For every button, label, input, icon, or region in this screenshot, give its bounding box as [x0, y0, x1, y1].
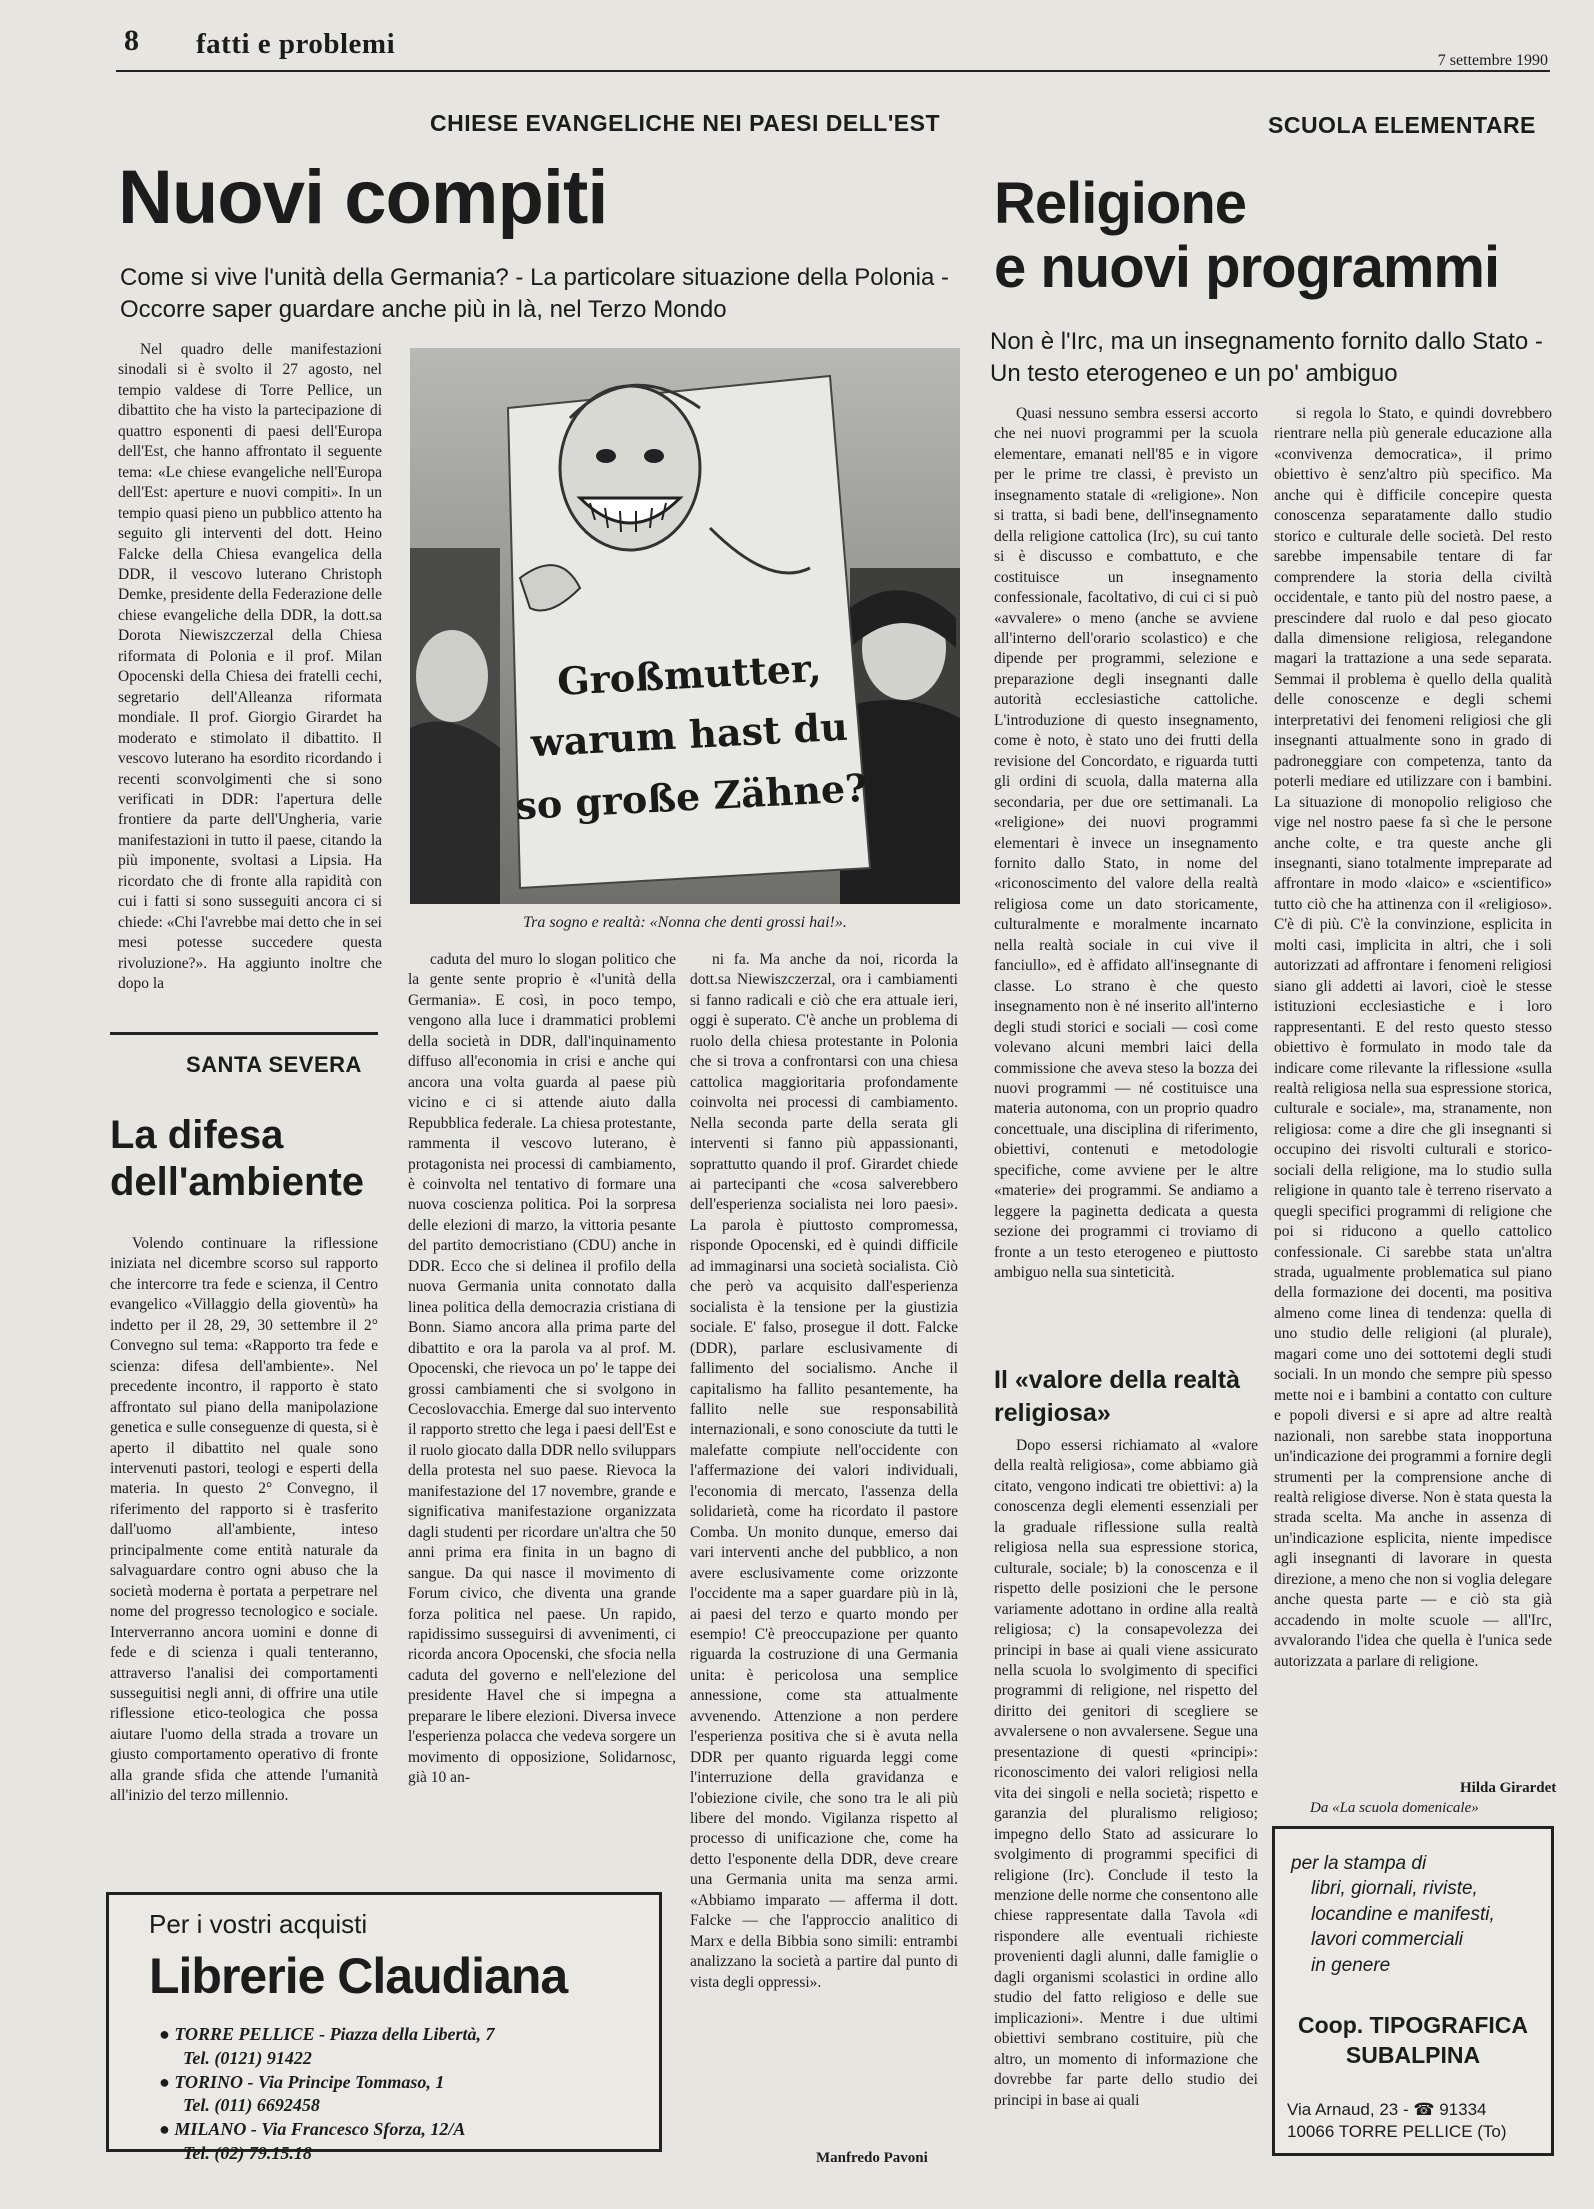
right-column-2 — [1274, 404, 1552, 1768]
left-headline: Nuovi compiti — [118, 155, 608, 240]
tipografica-services — [1291, 1851, 1541, 1978]
tipografica-street: Via Arnaud, 23 - ☎ 91334 — [1287, 2100, 1487, 2119]
santa-body-text: Volendo continuare la riflessione iniziata nel dicembre scorso sul rapporto che intercorre tra fede e scienza, il Centro evangelico «Villaggio della gioventù» ha indetto per il 28, 29, 30 settembre il 2° Convegno sul tema: «Rapporto tra fede e scienza: difesa dell'ambiente». Nel precedente incontro, il rapporto è stato affrontato sul piano della manipolazione genetica e sulle conseguenze di questa, si è aperto il dibattito nel quale sono intervenuti pastori, teologi e esperti della materia. In questo 2° Convegno, il riferimento del rapporto si è trasferito dall'uomo all'ambiente, inteso principalmente come entità naturale da salvaguardare contro ogni abuso che la società moderna è portata a perpetrare nel nome del progresso tecnologico e sociale. Interverranno ancora uomini e donne di fede e di scienza i quali tenteranno, attraverso l'analisi dei comportamenti susseguitisi negli anni, di offrire una utile riflessione etico-teologica che possa aiutare l'uomo della strada a trovare un giusto comportamento operativo di fronte alla grande sfida che attende l'umanità all'inizio del terzo millennio. — [110, 1235, 378, 1805]
left-kicker: CHIESE EVANGELICHE NEI PAESI DELL'EST — [430, 110, 941, 136]
claudiana-shops — [159, 2023, 639, 2166]
sign-text-line-1: Großmutter, — [556, 645, 823, 704]
right-signature: Hilda Girardet — [1460, 1780, 1557, 1796]
photo-caption: Tra sogno e realtà: «Nonna che denti grossi hai!». — [523, 914, 847, 931]
right-col1-text: Quasi nessuno sembra essersi accorto che nei nuovi programmi per la scuola elementare, emanati nell'85 e in vigore per le prime tre classi, è previsto un insegnamento statale di «religione». Non si tratta, si badi bene, dell'insegnamento della religione cattolica (Irc), su cui tanto si è discusso e combattuto, e che costituisce un insegnamento confessionale, facoltativo, di cui ci si può «avvalere» o meno (anche se avviene all'interno dell'orario scolastico) e che dipende per programmi, selezione e preparazione degli insegnanti dalle autorità ecclesiastiche cattoliche. L'introduzione di questo insegnamento, come è noto, è stato uno dei frutti della revisione del Concordato, e riguarda tutti gli ordini di scuola, dalla materna alla secondaria, per due ore settimanali. La «religione» dei nuovi programmi elementari è invece un insegnamento fornito dallo Stato, in nome del «riconoscimento del valore della realtà religiosa come un dato storicamente, culturalmente e moralmente incarnato nella realtà sociale in cui vive il fanciullo», ed è affidato all'insegnante di classe. Lo strano è che questo insegnamento non è né inserito all'interno degli studi storici e sociali — così come volevano alcuni membri laici della commissione che aveva steso la bozza dei nuovi programmi — né costituisce una materia autonoma, con un proprio quadro concettuale, una disciplina di riferimento, obiettivi, contenuti e metodologie specifiche, come avviene per le altre «materie» dei programmi. Se andiamo a leggere la paginetta dedicata a questa sezione dei programmi ci troviamo di fronte a un testo eterogeneo e piuttosto ambiguo nella sua sinteticità. — [994, 405, 1258, 1282]
santa-headline — [110, 1112, 390, 1206]
right-subheadline: Non è l'Irc, ma un insegnamento fornito dallo Stato - Un testo eterogeneo e un po' ambiguo — [990, 328, 1543, 387]
tipografica-name — [1275, 2011, 1551, 2071]
bullet-icon: ● — [159, 2071, 175, 2092]
left-col1-text: Nel quadro delle manifestazioni sinodali si è svolto il 27 agosto, nel tempio valdese di Torre Pellice, un dibattito che ha visto la partecipazione di quattro esponenti di paesi dell'Europa dell'Est, che hanno affrontato il seguente tema: «Le chiese evangeliche nell'Europa dell'Est: aperture e nuovi compiti». In un tempio quasi pieno un pubblico attento ha seguito gli interventi del dott. Heino Falcke della Chiesa evangelica della DDR, il vescovo luterano Christoph Demke, presidente della Federazione delle chiese evangeliche della DDR, la dott.sa Dorota Niewiszczerzal della Chiesa riformata di Polonia e il prof. Milan Opocenski della Chiesa dei fratelli cechi, segretario dell'Alleanza riformata mondiale. Il prof. Giorgio Girardet ha moderato e stimolato il dibattito. Il vescovo luterano ha esordito ricordando i recenti sconvolgimenti che si sono verificati in DDR: l'apertura delle frontiere da parte dell'Ungheria, varie manifestazioni in tutto il paese, citando la più imponente, svoltasi a Lipsia. Ha ricordato che di fronte alla rapidità con cui i fatti si sono susseguiti ancora ci si chiede: «Chi l'avrebbe mai detto che in sei mesi potesse succedere questa rivoluzione?». Ha aggiunto inoltre che dopo la — [118, 341, 382, 993]
tipografica-city: 10066 TORRE PELLICE (To) — [1287, 2122, 1507, 2142]
sign-text-line-3: so große Zähne? — [514, 764, 869, 829]
claudiana-intro: Per i vostri acquisti — [149, 1909, 368, 1939]
santa-headline-line-1: La difesa — [110, 1113, 284, 1157]
bullet-icon: ● — [159, 2024, 175, 2044]
tipografica-line-1: per la stampa di — [1291, 1853, 1427, 1874]
protest-photo — [410, 348, 960, 904]
right-kicker: SCUOLA ELEMENTARE — [1268, 112, 1536, 138]
claudiana-name: Librerie Claudiana — [149, 1948, 568, 2004]
section-title: fatti e problemi — [196, 28, 396, 60]
claudiana-shop-2: ● TORINO - Via Principe Tommaso, 1 Tel. (011) 6692458 — [159, 2071, 445, 2116]
tipografica-name-1: Coop. TIPOGRAFICA — [1298, 2012, 1528, 2038]
sign-text-line-2: warum hast du — [529, 703, 849, 766]
right-headline-line-1: Religione — [994, 171, 1247, 236]
right-source: Da «La scuola domenicale» — [1310, 1800, 1479, 1816]
santa-kicker: SANTA SEVERA — [186, 1052, 362, 1077]
left-col3-text: ni fa. Ma anche da noi, ricorda la dott.sa Niewiszczerzal, ora i cambiamenti si fanno radicali e ciò che era attuale ieri, oggi è superato. C'è anche un problema di ruolo della chiesa protestante in Polonia che si trova a confrontarsi con una chiesa cattolica maggioritaria profondamente coinvolta nei processi di cambiamento. Nella seconda parte della serata gli interventi si fanno più appassionanti, soprattutto quando il prof. Girardet chiede ai partecipanti che «cosa salverebbero dell'esperienza socialista nei loro paesi». La parola è piuttosto compromessa, risponde Opocenski, ed è quindi difficile ad immaginarsi una società socialista. Ciò che però va acquisito dall'esperienza socialista è la tensione per la giustizia sociale. E' falso, prosegue il dott. Falcke (DDR), parlare esclusivamente di fallimento del socialismo. Anche il capitalismo ha fallito pesantemente, ha fallito nelle sue responsabilità internazionali, e sono conosciute da tutti le malefatte compiute nell'occidente con l'affermazione dei valori individuali, l'economia di mercato, l'assenza della solidarietà, come ha ricordato il pastore Comba. Un monito dunque, emerso dai vari interventi anche del pubblico, a non avere esclusivamente come orizzonte l'occidente ma a saper guardare più in là, ai paesi del terzo e quarto mondo per esempio! C'è preoccupazione per quanto riguarda la costruzione di una Germania unita: è pericolosa una semplice annessione, come sta attualmente avvenendo. Attenzione a non perdere l'esperienza positiva che si è avuta nella DDR per quanto riguarda leggi come l'interruzione della gravidanza e l'obiezione civile, che sono tra le ali più libere del mondo. Vigilanza rispetto al processo di unificazione che, come ha detto l'esponente della DDR, deve creare una Germania unita ma senza armi. «Abbiamo imparato — afferma il dott. Falcke — che l'approccio analitico di Marx e della Bibbia sono simili: entrambi analizzano la società a partire dal punto di vista degli oppressi». — [690, 951, 958, 1991]
left-subheadline: Come si vive l'unità della Germania? - La particolare situazione della Polonia - Occorre saper guardare anche più in là, nel Terzo Mondo — [120, 264, 950, 323]
tipografica-name-2: SUBALPINA — [1345, 2041, 1481, 2068]
left-column-2 — [408, 950, 676, 2002]
right-headline-line-2: e nuovi programmi — [994, 234, 1500, 300]
right-col2-text: si regola lo Stato, e quindi dovrebbero rientrare nella più generale educazione alla «convivenza democratica», il primo obiettivo è senz'altro più specifico. Ma anche qui è difficile concepire questa conoscenza separatamente dallo studio storico e culturale delle società. Del resto sarebbe impensabile tentare di far comprendere la storia della civiltà occidentale, e tanto più del nostro paese, a prescindere dal ruolo e dal peso giocato dalla dimensione religiosa, relegandone magari la trattazione a una sede separata. Semmai il problema è quello della qualità delle conoscenze e degli schemi interpretativi dei fenomeni religiosi che gli insegnanti attualmente sono in grado di padroneggiare con competenza, tanto da poterli mediare ed utilizzare con i bambini. La situazione di monopolio religioso che vige nel nostro paese fa sì che le persone anche colte, e tra queste anche gli insegnanti, siano totalmente impreparate ad affrontare in modo «laico» e «scientifico» tutto ciò che ha attinenza con il «religioso». C'è di più. C'è la convinzione, esplicita in molti casi, implicita in altri, che i soli autorizzati ad affrontare i fenomeni religiosi siano gli addetti ai lavori, cioè le stesse istituzioni ecclesiastiche e i loro rappresentanti. E del resto questo stesso obiettivo è formulato in modo tale da indicare come rilevante la riflessione «sulla realtà religiosa nella sua espressione storica, culturale e sociale», ma, stranamente, non religiosa: come a dire che gli insegnanti si occupino dei risvolti culturali e storico-sociali della religione, ma lo studio sulla religione in quanto tale è terreno riservato a quegli specifici programmi di religione che poi si riducono a quello cattolico confessionale. Ci sarebbe stata un'altra strada, ugualmente problematica sul piano della formazione dei docenti, ma positiva almeno come linea di tendenza: quella di uno studio delle religioni (al plurale), magari come uno dei sottotemi degli studi sociali. In un mondo che sempre più spesso mette noi e i bambini a contatto con culture e popoli diversi e si apre ad altre realtà nazionali, non sarebbe stata inopportuna un'indicazione dei programmi a fornire degli strumenti per la comprensione anche di realtà religiose diverse. Non è stata questa la strada scelta. Ma anche in assenza di un'indicazione esplicita, niente impedisce agli insegnanti di lavorare in questa direzione, a meno che non si voglia delegare anche questa parte — e ciò sta già accadendo in molte scuole — all'Irc, avvalorando l'idea che quella è l'unica sede autorizzata a parlare di religione. — [1274, 405, 1552, 1670]
bullet-icon: ● — [159, 2119, 175, 2139]
santa-rule — [110, 1032, 378, 1035]
tipografica-address — [1287, 2099, 1547, 2143]
claudiana-shop-1: ● TORRE PELLICE - Piazza della Libertà, 7 Tel. (0121) 91422 — [159, 2024, 495, 2068]
left-signature: Manfredo Pavoni — [816, 2150, 928, 2166]
tipografica-line-2: libri, giornali, riviste, — [1311, 1878, 1478, 1900]
left-col2-text: caduta del muro lo slogan politico che la gente sente proprio è «l'unità della Germania». E così, in poco tempo, vengono alla luce i drammatici problemi della società in DDR, dall'inquinamento diffuso all'economia in crisi e anche qui ancora una volta guarda al paese più vicino e ci si attende aiuto dalla Repubblica federale. La chiesa protestante, rammenta il vescovo luterano, è protagonista nei processi di cambiamento, è coinvolta nel tentativo di formare una nuova coscienza politica. Poi la sorpresa delle elezioni di marzo, la vittoria pesante del partito democristiano (CDU) anche in DDR. Ecco che si delinea il profilo della nuova Germania unita connotato dalla linea politica della democrazia cristiana di Bonn. Siamo ancora alla prima parte del dibattito e ora la parola va al prof. M. Opocenski, che rievoca un po' le tappe dei grossi cambiamenti che si svolgono in Cecoslovacchia. Emerge dal suo intervento il rapporto stretto che lega i paesi dell'Est e il ruolo giocato dalla DDR nello sviluppars della protesta nel suo paese. Rievoca la manifestazione del 17 novembre, grande e significativa manifestazione organizzata dagli studenti per ricordare un'altra che 50 anni prima era finita in un bagno di sangue. Da qui nasce il movimento di Forum civico, che diventa una grande forza politica nel paese. Un rapido, rapidissimo susseguirsi di avvenimenti, ci ricorda ancora Opocenski, che sfocia nella caduta del governo e nell'elezione del presidente Havel che si impegna a preparare le libere elezioni. Diversa invece l'esperienza polacca che vedeva sorgere un movimento di opposizione, Solidarnosc, già 10 an- — [408, 951, 676, 1787]
issue-date: 7 settembre 1990 — [1437, 52, 1548, 69]
tipografica-line-3: locandine e manifesti, — [1311, 1903, 1495, 1925]
tipografica-ad — [1272, 1826, 1554, 2156]
left-column-1 — [118, 340, 382, 1008]
page-number: 8 — [124, 24, 139, 57]
claudiana-ad — [106, 1892, 662, 2163]
right-subhead: Il «valore della realtà religiosa» — [994, 1366, 1240, 1427]
header-rule — [116, 70, 1550, 72]
right-col1b-text: Dopo essersi richiamato al «valore della realtà religiosa», come abbiamo già citato, vengono indicati tre obiettivi: a) la conoscenza degli elementi essenziali per la graduale riflessione sulla realtà religiosa nella sua espressione storica, culturale, sociale; b) la conoscenza e il rispetto delle posizioni che le persone variamente adottano in ordine alla realtà religiosa; c) la consapevolezza dei principi in base ai quali viene assicurato nella scuola lo svolgimento di specifici programmi di religione, nel rispetto del diritto dei genitori di scegliere se avvalersene o non avvalersene. Segue una presentazione di questi «principi»: riconoscimento dei valori religiosi nella vita dei singoli e nella società; rispetto e garanzia del pluralismo religioso; impegno dello Stato ad assicurare lo svolgimento di programmi specifici di religione (Irc). Conclude il testo la menzione delle norme che consentono alle chiese rappresentate dalla Tavola «di rispondere alle eventuali richieste provenienti dagli alunni, dalle famiglie o dagli organismi scolastici in ordine allo studio del fatto religioso e delle sue implicazioni». Mentre i due ultimi obiettivi sembrano costituire, più che altro, un momento di informazione che dovrebbe far parte dello studio dei principi in base ai quali — [994, 1437, 1258, 2109]
left-column-3 — [690, 950, 958, 2146]
right-column-1 — [994, 404, 1258, 1324]
santa-column — [110, 1234, 378, 1874]
santa-headline-line-2: dell'ambiente — [110, 1160, 365, 1205]
right-headline — [994, 172, 1554, 300]
right-column-1b — [994, 1436, 1258, 2188]
tipografica-line-4: lavori commerciali — [1311, 1929, 1464, 1951]
photo-illustration — [410, 348, 960, 904]
tipografica-line-5: in genere — [1311, 1954, 1391, 1976]
claudiana-shop-3: ● MILANO - Via Francesco Sforza, 12/A Tel. (02) 79.15.18 — [159, 2119, 466, 2163]
